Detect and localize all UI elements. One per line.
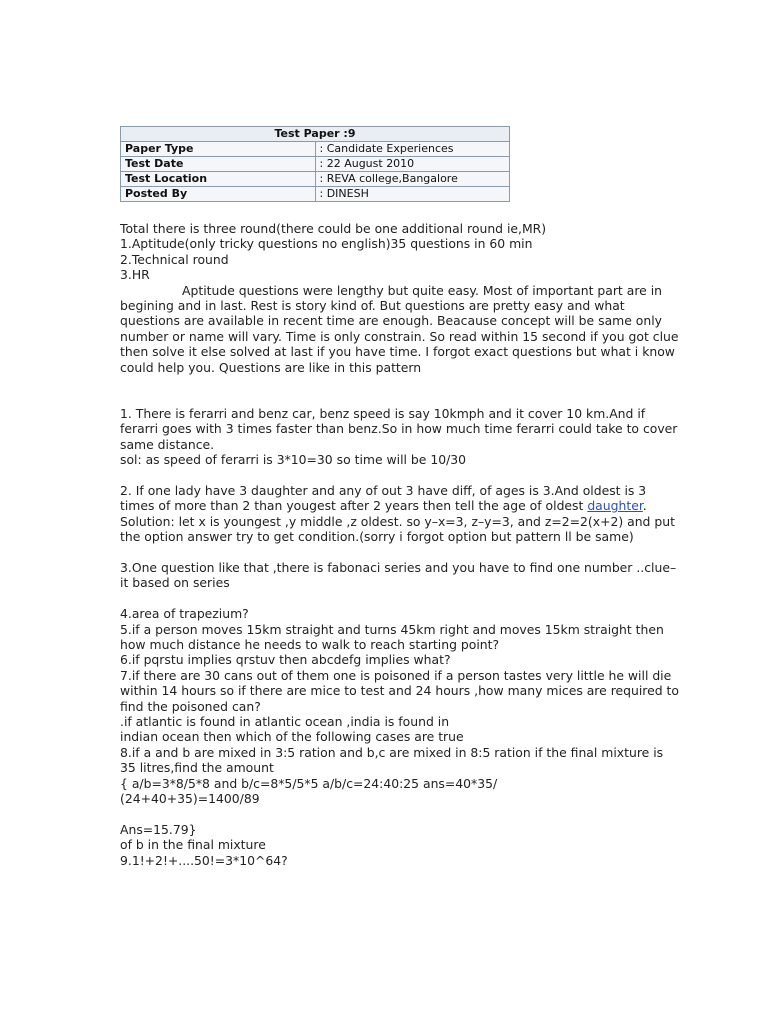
atlantic-question-line: indian ocean then which of the following cases are true: [120, 729, 464, 745]
info-row-test-location: [121, 172, 510, 187]
info-label: Test Location: [121, 172, 316, 187]
question-4: 4.area of trapezium?: [120, 606, 249, 622]
info-value: : 22 August 2010: [315, 157, 510, 172]
info-row-test-date: [121, 157, 510, 172]
intro-line: 2.Technical round: [120, 251, 229, 267]
question-2-text: 2. If one lady have 3 daughter and any of out 3 have diff, of ages is 3.And oldest is 3 times of more than 2 than yougest after 2 years then tell the age of oldest: [120, 482, 647, 514]
question-8-answer: Ans=15.79}: [120, 821, 197, 837]
info-row-paper-type: [121, 142, 510, 157]
question-7: 7.if there are 30 cans out of them one is poisoned if a person tastes very little he will die within 14 hours so if there are mice to test and 24 hours ,how many mices are required to find the poisoned can?: [120, 667, 679, 714]
info-label: Posted By: [121, 187, 316, 202]
question-8: 8.if a and b are mixed in 3:5 ration and b,c are mixed in 8:5 ration if the final mixture is 35 litres,find the amount: [120, 744, 664, 776]
question-9: 9.1!+2!+....50!=3*10^64?: [120, 852, 288, 868]
question-5: 5.if a person moves 15km straight and turns 45km right and moves 15km straight then how much distance he needs to walk to reach starting point?: [120, 621, 664, 652]
info-row-posted-by: [121, 187, 510, 202]
question-8-calculation: (24+40+35)=1400/89: [120, 790, 260, 806]
info-value: : Candidate Experiences: [315, 142, 510, 157]
question-1-solution: sol: as speed of ferarri is 3*10=30 so time will be 10/30: [120, 452, 467, 468]
info-label: Paper Type: [121, 142, 316, 157]
question-6: 6.if pqrstu implies qrstuv then abcdefg implies what?: [120, 652, 451, 668]
intro-line: 1.Aptitude(only tricky questions no english)35 questions in 60 min: [120, 236, 533, 252]
question-3: 3.One question like that ,there is fabonaci series and you have to find one number ..clue–it based on series: [120, 559, 677, 591]
info-table-header: [121, 127, 510, 142]
question-1: 1. There is ferarri and benz car, benz speed is say 10kmph and it cover 10 km.And if ferarri goes with 3 times faster than benz.So in how much time ferarri could take to cover same distance.: [120, 405, 678, 452]
info-label: Test Date: [121, 157, 316, 172]
daughter-link[interactable]: daughter: [587, 498, 643, 514]
intro-paragraph-text: Aptitude questions were lengthy but quite easy. Most of important part are in begining and in last. Rest is story kind of. But questions are pretty easy and what questions are available in recent time are enough. Beacause concept will be same only number or name will vary. Time is only constrain. So read within 15 second if you got clue then solve it else solved at last if you have time. I forgot exact questions but what i know could help you. Questions are like in this pattern: [120, 282, 679, 375]
info-value: : REVA college,Bangalore: [315, 172, 510, 187]
intro-line: Total there is three round(there could be one additional round ie,MR): [120, 221, 547, 236]
test-paper-info-table: [120, 126, 510, 202]
info-table-title: Test Paper :9: [121, 127, 510, 142]
question-8-calculation: { a/b=3*8/5*8 and b/c=8*5/5*5 a/b/c=24:40:25 ans=40*35/: [120, 775, 498, 791]
article-body: [120, 221, 680, 868]
question-2-solution: . Solution: let x is youngest ,y middle ,z oldest. so y–x=3, z–y=3, and z=2=2(x+2) and put the option answer try to get condition.(sorry i forgot option but pattern ll be same): [120, 498, 675, 545]
intro-paragraph: [120, 283, 680, 375]
atlantic-question-line: .if atlantic is found in atlantic ocean ,india is found in: [120, 713, 450, 729]
question-2: [120, 483, 680, 545]
question-8-note: of b in the final mixture: [120, 837, 266, 853]
info-value: : DINESH: [315, 187, 510, 202]
intro-line: 3.HR: [120, 267, 150, 283]
